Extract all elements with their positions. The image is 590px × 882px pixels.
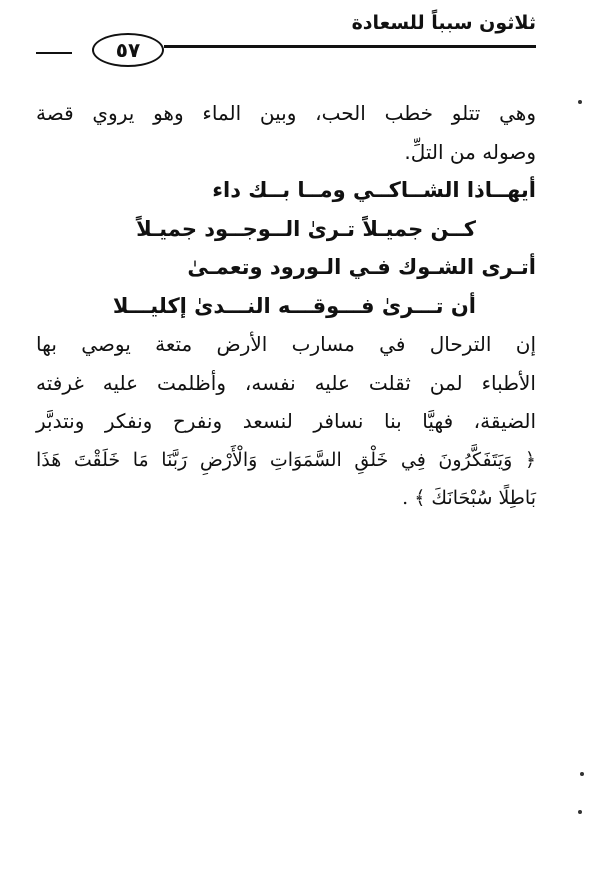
paragraph-line: الضيقة، فهيَّا بنا نسافر لنسعد ونفرح ونفكر ونتدبَّر (36, 409, 536, 433)
poem-verse-line: أن تـــرىٰ فـــوقـــه النـــدىٰ إكليـــلا (112, 293, 476, 318)
quran-verse-line: بَاطِلًا سُبْحَانَكَ ﴾ . (402, 487, 536, 509)
poem-verse-line: كــن جميـلاً تـرىٰ الــوجــود جميـلاً (136, 216, 476, 241)
header-rule (164, 45, 536, 48)
page-header (36, 8, 536, 68)
book-title: ثلاثون سبباً للسعادة (351, 12, 536, 34)
scan-speck (578, 100, 582, 104)
poem-verse-line: أيهــاذا الشــاكــي ومــا بــك داء (212, 178, 536, 202)
scan-speck (578, 810, 582, 814)
page-body (36, 94, 536, 518)
paragraph-line: الأطباء لمن ثقلت عليه نفسه، وأظلمت عليه غرفته (36, 370, 536, 395)
header-rule-left (36, 52, 72, 54)
paragraph-line: إن الترحال في مسارب الأرض متعة يوصي بها (36, 332, 536, 356)
paragraph-line: وهي تتلو خطب الحب، وبين الماء وهو يروي قصة (36, 101, 536, 125)
paragraph-line: وصوله من التلِّ. (404, 139, 536, 164)
poem-verse-line: أتـرى الشـوك فـي الـورود وتعمـىٰ (187, 255, 536, 279)
quran-verse-line: ﴿ وَيَتَفَكَّرُونَ فِي خَلْقِ السَّمَوَاتِ وَالْأَرْضِ رَبَّنَا مَا خَلَقْتَ هَذَا (36, 448, 536, 471)
scan-speck (580, 772, 584, 776)
page-number: ٥٧ (92, 33, 164, 67)
